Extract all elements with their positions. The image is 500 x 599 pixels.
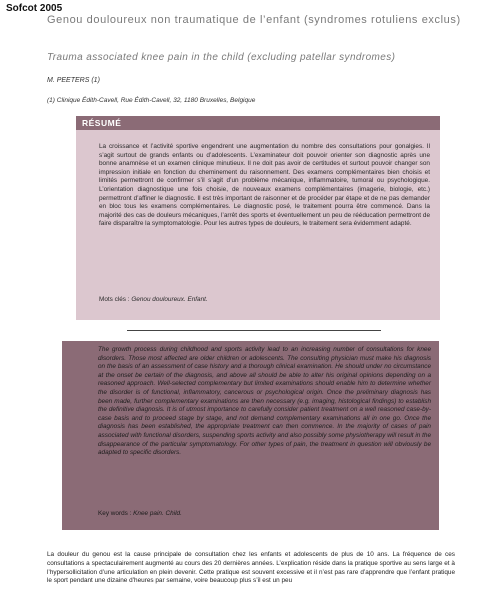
author: M. PEETERS (1) <box>47 77 100 84</box>
resume-text: La croissance et l’activité sportive engendrent une augmentation du nombre des consultations pour gonalgies. Il s’agit surtout de grands enfants ou d’adolescents. L’examinateur doit pouvoir orienter son diagnostic après une bonne anamnèse et un examen clinique minutieux. Il ne doit pas avoir de certitudes et surtout pouvoir changer son impression initiale en fonction du cheminement du raisonnement. Des examens complémentaires bien choisis et limités permettront de confirmer s’il s’agit d’un problème mécanique, inflammatoire, tumoral ou psychologique. L’orientation diagnostique une fois choisie, de nouveaux examens complémentaires (imagerie, biologie, etc.) permettront d’affiner le diagnostic. Il est très important de raisonner et de procéder par étape et de ne pas demander en bloc tous les examens complémentaires. Le diagnostic posé, le traitement pourra être commencé. Dans la majorité des cas de douleurs mécaniques, l’arrêt des sports et éventuellement un peu de rééducation permettront de faire disparaître la symptomatologie. Pour les autres types de douleurs, le traitement sera évidemment adapté. <box>99 143 430 228</box>
resume-keywords <box>99 296 430 305</box>
body-text: La douleur du genou est la cause principale de consultation chez les enfants et adolescents de plus de 10 ans. La fréquence de ces consultations a spectaculairement augmenté au cours des 20 dernières années. L’explication réside dans la pratique sportive au sens large et à l’hypersollicitation d’une articulation en plein devenir. Cette pratique est souvent excessive et il n’est pas rare d’apprendre que l’enfant pratique le sport pendant une dizaine d’heures par semaine, voire beaucoup plus s’il est un peu <box>47 551 455 585</box>
section-divider <box>127 330 381 331</box>
affiliation: (1) Clinique Édith-Cavell, Rue Édith-Cavell, 32, 1180 Bruxelles, Belgique <box>47 97 256 104</box>
abstract-keywords-label: Key words : <box>98 510 132 517</box>
abstract-keywords <box>98 510 431 519</box>
resume-keywords-label: Mots clés : <box>99 296 130 303</box>
abstract-keywords-value: Knee pain. Child. <box>133 510 182 517</box>
abstract-text: The growth process during childhood and sports activity lead to an increasing number of consultations for knee disorders. Those most affected are older children or adolescents. The consulting physician must make his diagnosis on the basis of an assessment of case history and a thorough clinical examination. He should under no circumstance at the onset be certain of the diagnosis, and above all should be able to alter his original opinions depending on a reasoned approach. Well-selected complementary but limited examinations should enable him to determine whether the disorder is of functional, inflammatory, cancerous or psychological origin. Once the preliminary diagnosis has been made, further complementary examinations are then necessary (e.g. imaging, histological findings) to establish the definitive diagnosis. It is of utmost importance to carefully consider patient treatment on a well reasoned case-by-case basis and to proceed stage by stage, and not demand complementary examinations all in one go. Once the diagnosis has been established, the appropriate treatment can then commence. In the majority of cases of pain associated with functional disorders, suspending sports activity and also possibly some physiotherapy will result in the disappearance of the particular symptomatology. For other types of pain, the treatment in question will obviously be adapted to specific disorders. <box>98 346 431 457</box>
resume-heading: RÉSUMÉ <box>76 116 440 130</box>
title-english: Trauma associated knee pain in the child (excluding patellar syndromes) <box>47 52 396 63</box>
resume-keywords-value: Genou douloureux. Enfant. <box>131 296 208 303</box>
header-label: Sofcot 2005 <box>6 3 63 14</box>
title-french: Genou douloureux non traumatique de l’enfant (syndromes rotuliens exclus) <box>47 14 461 26</box>
